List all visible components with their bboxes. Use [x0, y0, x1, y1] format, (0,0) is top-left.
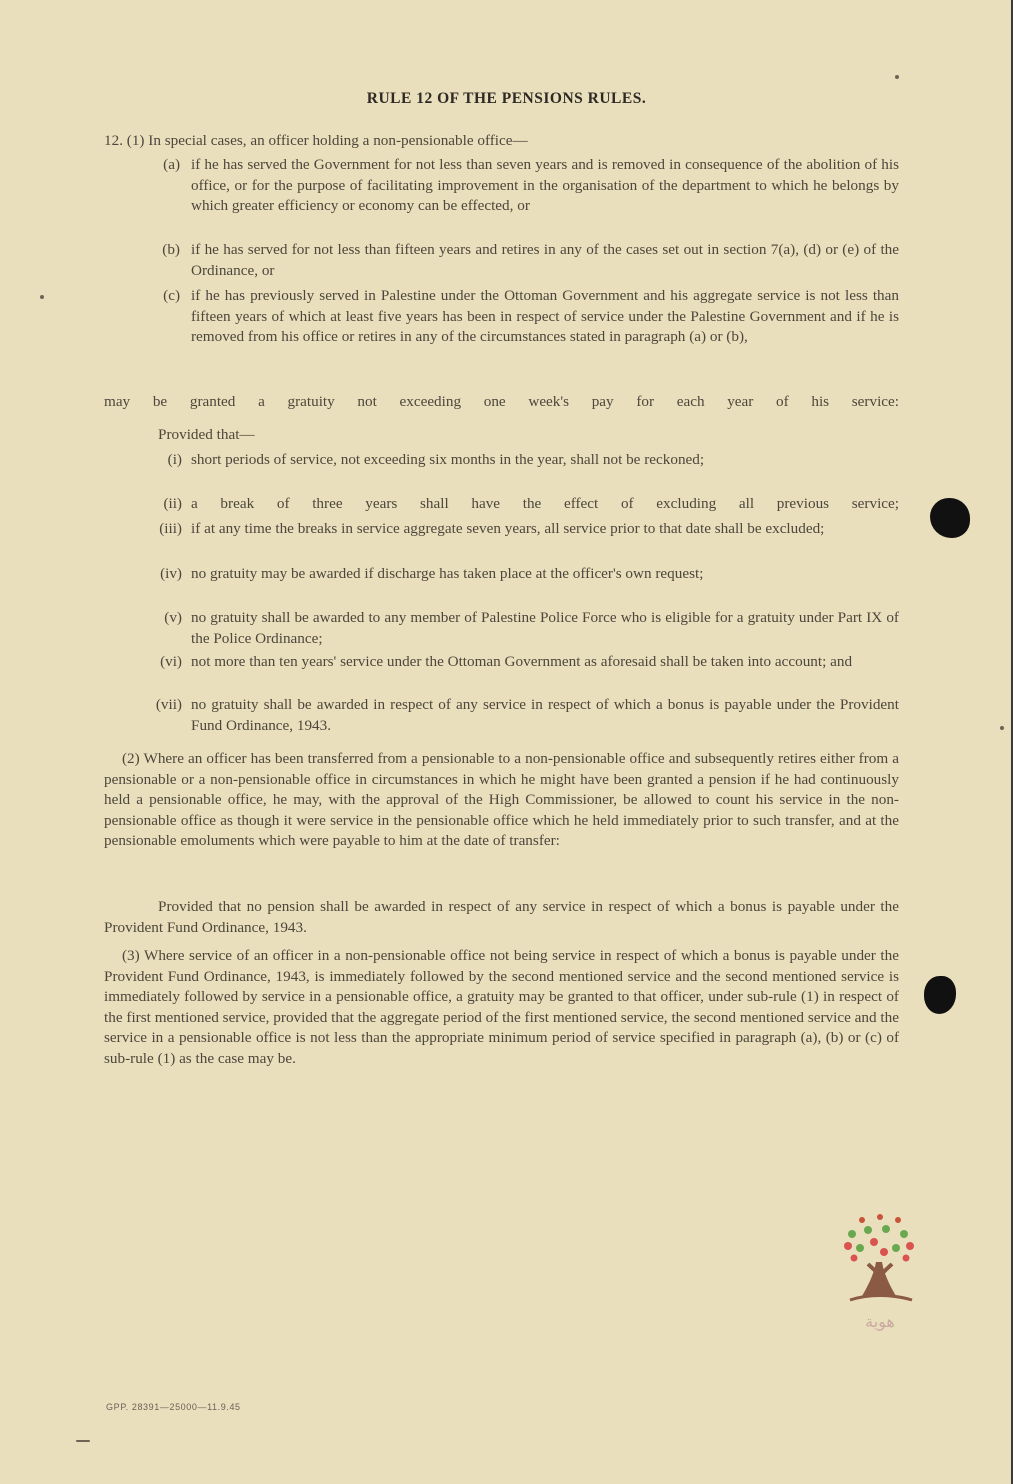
punch-hole-bottom — [924, 976, 956, 1014]
proviso-i-label: (i) — [167, 451, 182, 468]
paragraph-3: (3) Where service of an officer in a non-pensionable office not being service in respect of which a bonus is payable under the Provident Fund Ordinance, 1943, is immediately followed by the second mentioned service and the second mentioned service is immediately followed by service in a pensionable office, a gratuity may be granted to that officer, under sub-rule (1) in respect of the first mentioned service, provided that the aggregate period of the first mentioned service, the second mentioned service and the service in a pensionable office is not less than the appropriate minimum period of service specified in paragraph (a), (b) or (c) of sub-rule (1) as the case may be. — [104, 947, 899, 1067]
case-a-label: (a) — [163, 156, 180, 173]
print-code-footer: GPP. 28391—25000—11.9.45 — [106, 1402, 241, 1412]
proviso-v-text: no gratuity shall be awarded to any member of Palestine Police Force who is eligible for a gratuity under Part IX of the Police Ordinance; — [191, 609, 899, 647]
speck — [76, 1440, 90, 1442]
proviso-i-text: short periods of service, not exceeding six months in the year, shall not be reckoned; — [191, 451, 705, 468]
case-b-label: (b) — [162, 241, 180, 258]
speck — [1000, 726, 1004, 730]
grant-line: may be granted a gratuity not exceeding one week's pay for each year of his service: — [104, 393, 899, 410]
proviso-iii-label: (iii) — [159, 520, 182, 537]
proviso-vii-label: (vii) — [155, 696, 182, 713]
proviso-iii-text: if at any time the breaks in service aggregate seven years, all service prior to that date shall be excluded; — [191, 520, 825, 537]
case-c-text: if he has previously served in Palestine under the Ottoman Government and his aggregate service is not less than fifteen years of which at least five years has been in respect of service under the Palestine Government and if he is removed from his office or retires in any of the circumstances stated in paragraph (a) or (b), — [191, 287, 899, 345]
proviso-vii-text: no gratuity shall be awarded in respect of any service in respect of which a bonus is payable under the Provident Fund Ordinance, 1943. — [191, 696, 899, 734]
case-c-label: (c) — [163, 287, 180, 304]
tree-people-logo-icon — [838, 1212, 922, 1357]
proviso-ii-text: a break of three years shall have the effect of excluding all previous service; — [191, 495, 899, 512]
paragraph-2: (2) Where an officer has been transferred from a pensionable to a non-pensionable office and subsequently retires either from a pensionable or a non-pensionable office in circumstances in which he might have been granted a pension if he had continuously held a pensionable office, he may, with the approval of the High Commissioner, be allowed to count his service in the non-pensionable office as though it were service in the pensionable office which he held immediately prior to such transfer, and at the pensionable emoluments which were payable to him at the date of transfer: — [104, 750, 899, 849]
proviso-vi-label: (vi) — [160, 653, 182, 670]
logo-text: هوية — [865, 1312, 895, 1331]
rule-intro: 12. (1) In special cases, an officer holding a non-pensionable office— — [104, 132, 528, 149]
speck — [895, 75, 899, 79]
speck — [40, 295, 44, 299]
case-a-text: if he has served the Government for not less than seven years and is removed in consequence of the abolition of his office, or for the purpose of facilitating improvement in the organisation of the department to which he belongs by which greater efficiency or economy can be effected, or — [191, 156, 899, 214]
proviso-vi-text: not more than ten years' service under the Ottoman Government as aforesaid shall be taken into account; and — [191, 653, 853, 670]
page-title: RULE 12 OF THE PENSIONS RULES. — [366, 90, 647, 107]
proviso-iv-label: (iv) — [160, 565, 182, 582]
punch-hole-top — [930, 498, 970, 538]
provided-that: Provided that— — [158, 426, 255, 443]
case-b-text: if he has served for not less than fifteen years and retires in any of the cases set out in section 7(a), (d) or (e) of the Ordinance, or — [191, 241, 899, 279]
proviso-v-label: (v) — [164, 609, 182, 626]
proviso-iv-text: no gratuity may be awarded if discharge has taken place at the officer's own request; — [191, 565, 704, 582]
paragraph-2-proviso: Provided that no pension shall be awarded in respect of any service in respect of which a bonus is payable under the Provident Fund Ordinance, 1943. — [104, 898, 899, 936]
proviso-ii-label: (ii) — [163, 495, 182, 512]
